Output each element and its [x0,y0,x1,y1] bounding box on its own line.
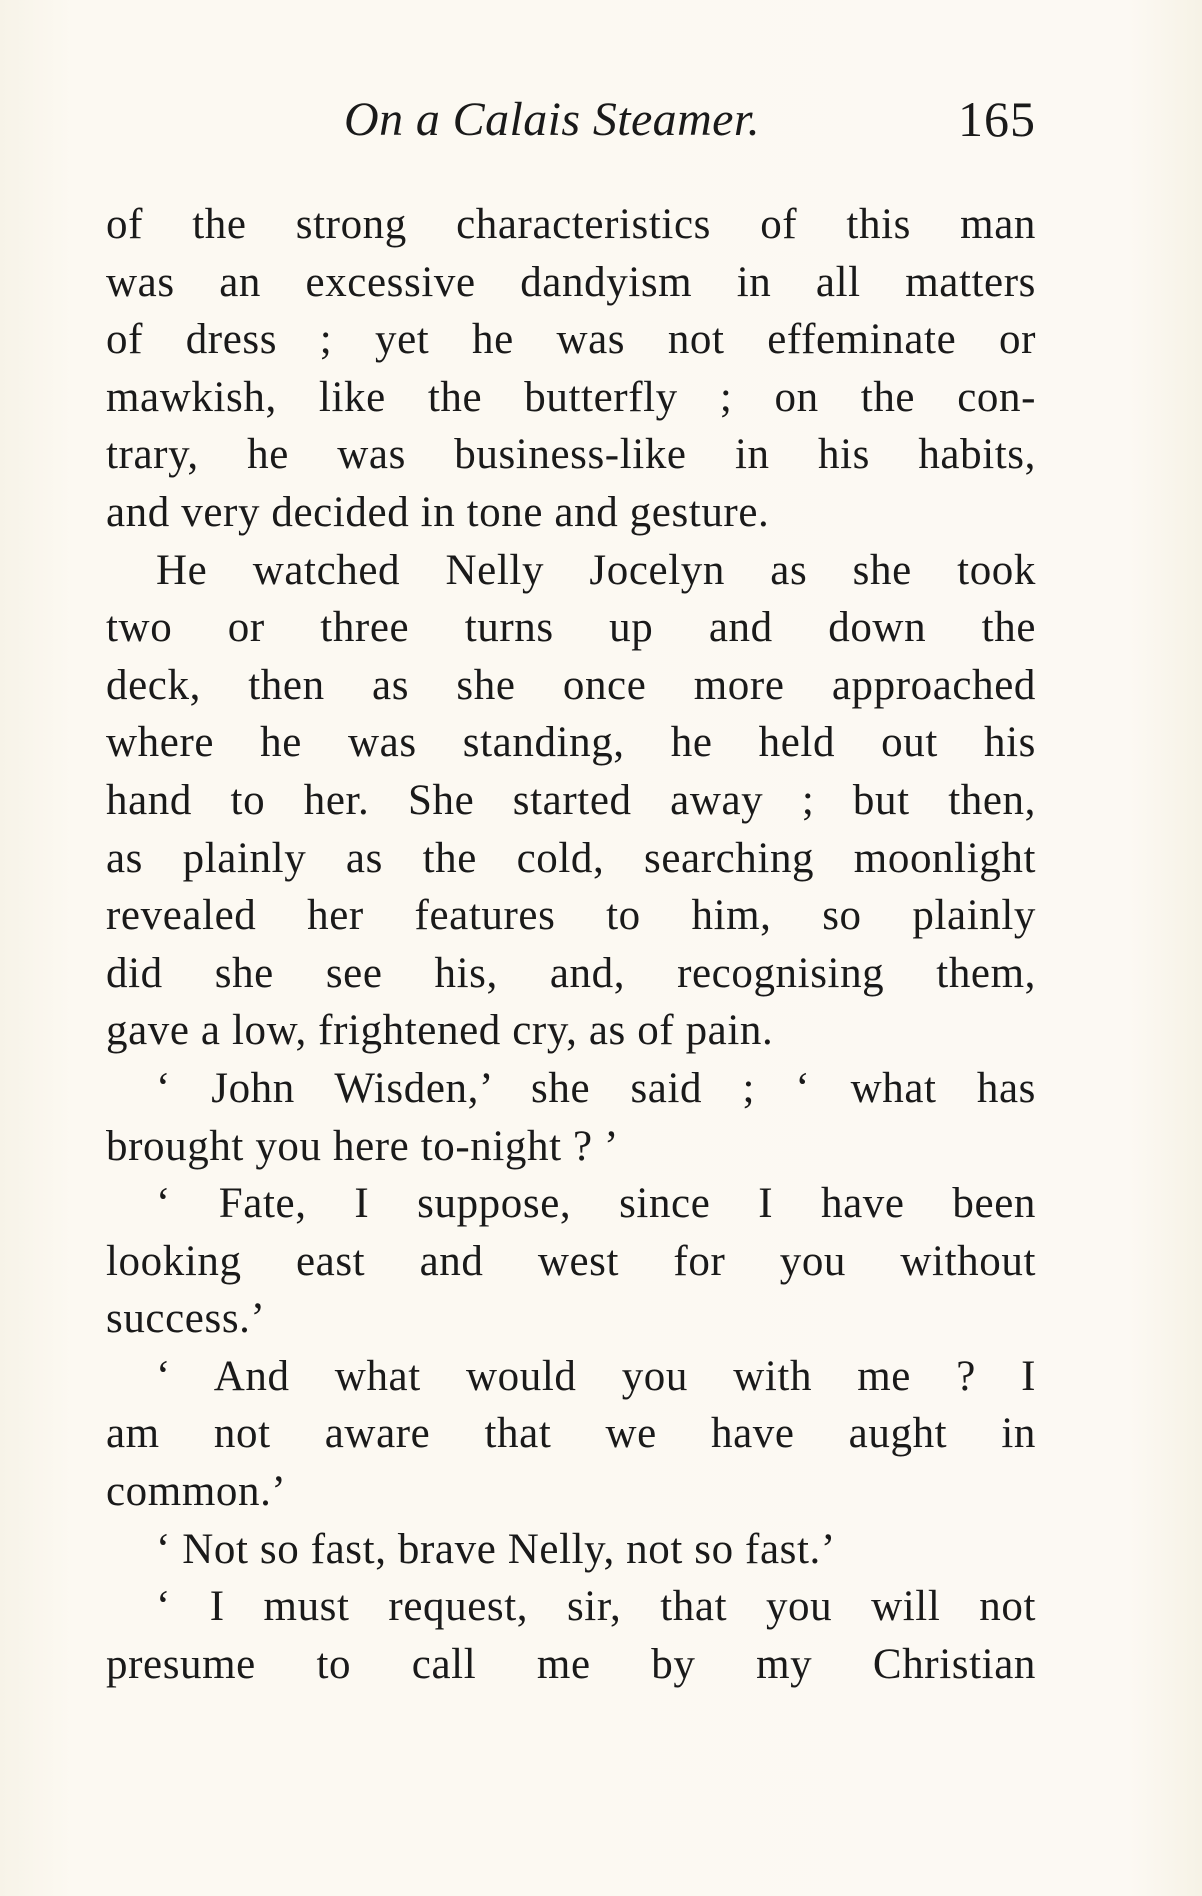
running-title: On a Calais Steamer. [344,93,760,146]
text-line: of the strong characteristics of this man [106,201,1036,248]
text-line: ‘ I must request, sir, that you will not [156,1583,1036,1631]
text-line: ‘ Not so fast, brave Nelly, not so fast.’ [156,1525,836,1573]
text-line: deck, then as she once more approached [106,661,1036,709]
text-line: was an excessive dandyism in all matters [106,258,1036,306]
text-line: did she see his, and, recognising them, [106,949,1036,997]
text-line: presume to call me by my Christian [106,1640,1036,1688]
text-line: mawkish, like the butterfly ; on the con- [106,373,1036,421]
text-line: and very decided in tone and gesture. [106,488,770,536]
text-line: where he was standing, he held out his [106,719,1036,767]
text-line: hand to her. She started away ; but then, [106,776,1036,824]
running-head [106,92,1036,154]
text-line: of dress ; yet he was not effeminate or [106,316,1036,364]
text-line: common.’ [106,1468,287,1516]
text-line: looking east and west for you without [106,1237,1036,1285]
page-number: 165 [958,91,1036,147]
text-line: ‘ Fate, I suppose, since I have been [156,1180,1036,1228]
text-line: trary, he was business-like in his habits, [106,431,1036,479]
text-line: gave a low, frightened cry, as of pain. [106,1007,774,1055]
text-line: ‘ And what would you with me ? I [156,1352,1036,1400]
text-line: ‘ John Wisden,’ she said ; ‘ what has [156,1064,1036,1112]
text-line: brought you here to-night ? ’ [106,1122,619,1170]
text-line: revealed her features to him, so plainly [106,892,1036,940]
body-text [106,196,1036,1693]
text-line: two or three turns up and down the [106,604,1036,652]
text-line: am not aware that we have aught in [106,1410,1036,1458]
text-line: success.’ [106,1295,266,1343]
text-line: He watched Nelly Jocelyn as she took [156,546,1036,594]
text-line: as plainly as the cold, searching moonlight [106,834,1036,882]
